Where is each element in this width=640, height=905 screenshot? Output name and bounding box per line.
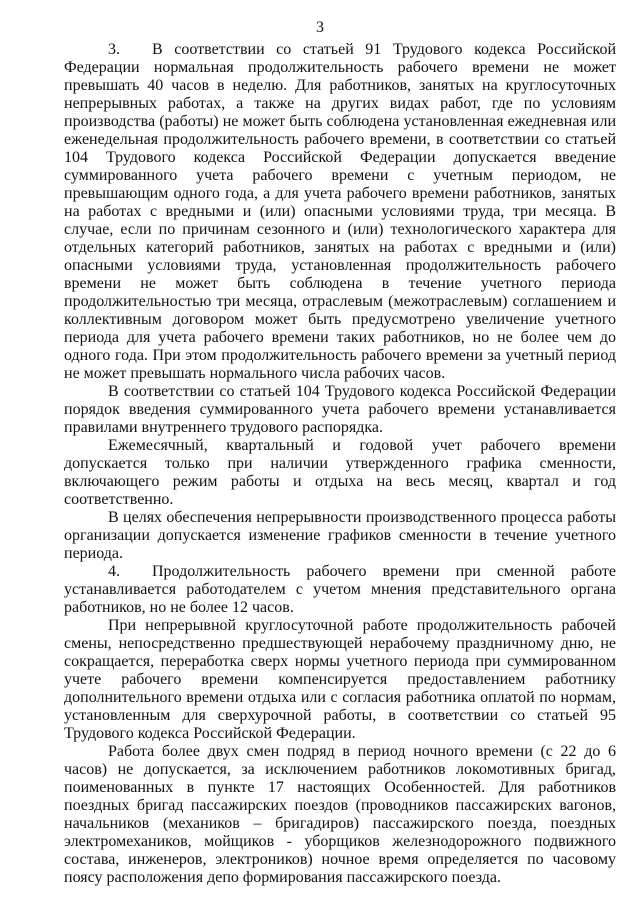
paragraph-night-shifts: Работа более двух смен подряд в период ночного времени (с 22 до 6 часов) не допускается, за исключением работников локомотивных бригад, поименованных в пункте 17 настоящих Особенностей. Для работников поездных бригад пассажирских поездов (проводников пассажирских вагонов, начальников (механиков – бригадиров) пассажирского поезда, поездных электромехаников, мойщиков - уборщиков железнодорожного подвижного состава, инженеров, электроников) ночное время определяется по часовому поясу расположения депо формирования пассажирского поезда. bbox=[64, 743, 616, 886]
paragraph-monthly-quarterly-annual-accounting: Ежемесячный, квартальный и годовой учет рабочего времени допускается только при наличии утвержденного графика сменности, включающего режим работы и отдыха на весь месяц, квартал и год соответственно. bbox=[64, 437, 616, 508]
paragraph-clause-4: 4. Продолжительность рабочего времени при сменной работе устанавливается работодателем с учетом мнения представительного органа работников, но не более 12 часов. bbox=[64, 563, 616, 616]
paragraph-shift-schedule-changes: В целях обеспечения непрерывности производственного процесса работы организации допускается изменение графиков сменности в течение учетного периода. bbox=[64, 509, 616, 562]
paragraph-continuous-work: При непрерывной круглосуточной работе продолжительность рабочей смены, непосредственно предшествующей нерабочему праздничному дню, не сокращается, переработка сверх нормы учетного периода при суммированном учете рабочего времени компенсируется предоставлением работнику дополнительного времени отдыха или с согласия работника оплатой по нормам, установленным для сверхурочной работы, в соответствии со статьей 95 Трудового кодекса Российской Федерации. bbox=[64, 617, 616, 742]
page-number: 3 bbox=[316, 19, 324, 36]
paragraph-clause-3: 3. В соответствии со статьей 91 Трудового кодекса Российской Федерации нормальная продолжительность рабочего времени не может превышать 40 часов в неделю. Для работников, занятых на круглосуточных непрерывных работах, а также на других видах работ, где по условиям производства (работы) не может быть соблюдена установленная ежедневная или еженедельная продолжительность рабочего времени, в соответствии со статьей 104 Трудового кодекса Российской Федерации допускается введение суммированного учета рабочего времени с учетным периодом, не превышающим одного года, а для учета рабочего времени работников, занятых на работах с вредными и (или) опасными условиями труда, три месяца. В случае, если по причинам сезонного и (или) технологического характера для отдельных категорий работников, занятых на работах с вредными и (или) опасными условиями труда, установленная продолжительность рабочего времени не может быть соблюдена в течение учетного периода продолжительностью три месяца, отраслевым (межотраслевым) соглашением и коллективным договором может быть предусмотрено увеличение учетного периода для учета рабочего времени таких работников, но не более чем до одного года. При этом продолжительность рабочего времени за учетный период не может превышать нормального числа рабочих часов. bbox=[64, 41, 616, 382]
document-body bbox=[64, 41, 616, 887]
paragraph-summarized-accounting-order: В соответствии со статьей 104 Трудового кодекса Российской Федерации порядок введения суммированного учета рабочего времени устанавливается правилами внутреннего трудового распорядка. bbox=[64, 383, 616, 436]
